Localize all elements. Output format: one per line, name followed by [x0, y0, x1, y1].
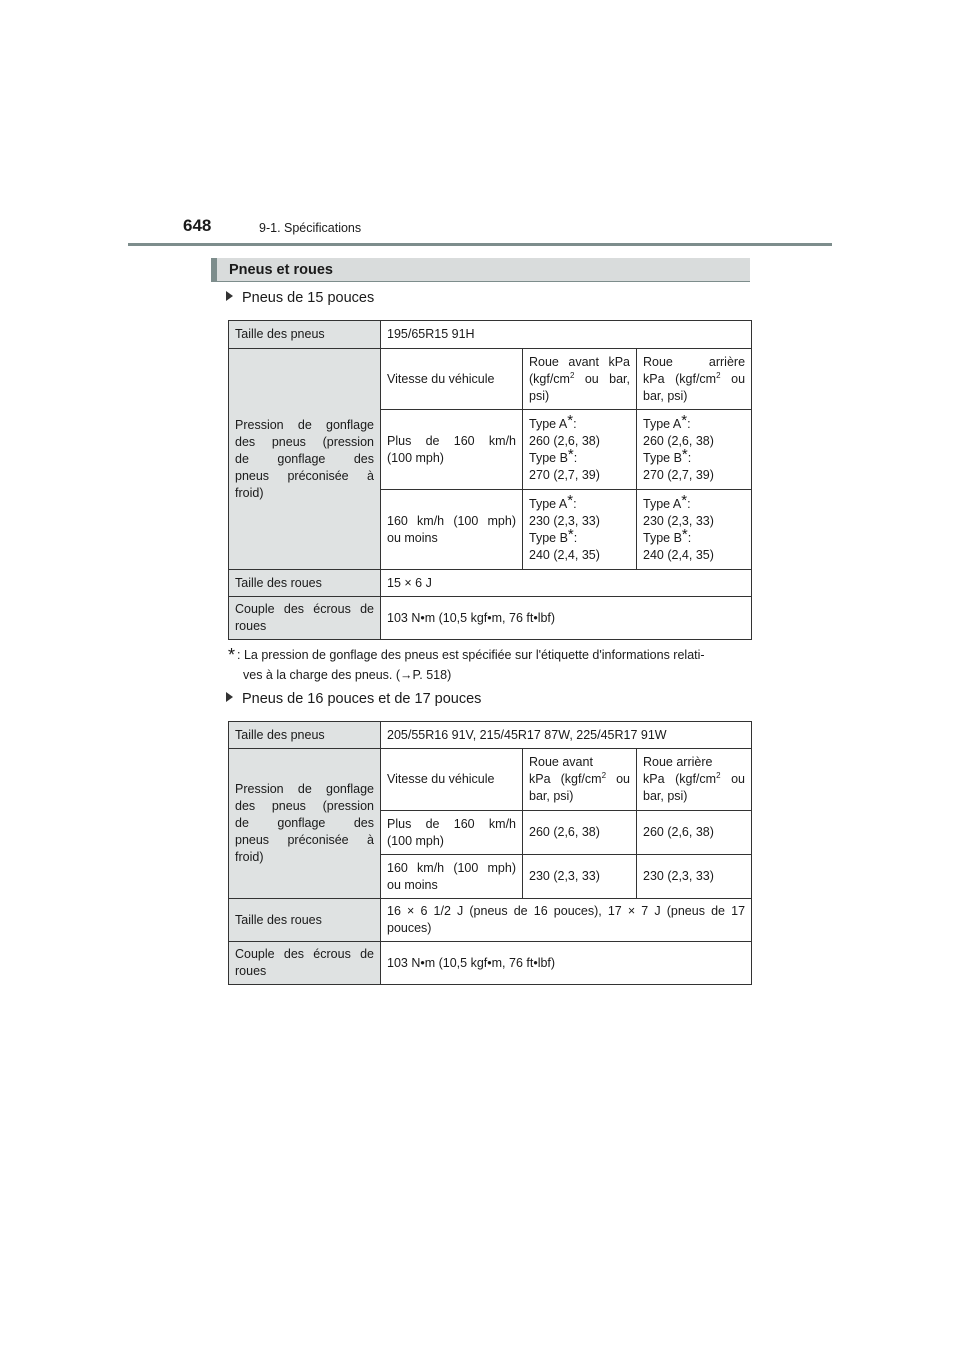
pressure-label [229, 349, 381, 570]
wheel-size-value [381, 899, 752, 942]
wheel-size-value: 15 × 6 J [381, 570, 752, 597]
triangle-bullet-icon [226, 291, 233, 301]
speed-line: Plus de 160 km/h [387, 433, 516, 448]
nut-torque-label [229, 942, 381, 985]
col-header-rear [637, 749, 752, 811]
asterisk: * [567, 445, 574, 463]
section-title-bar [211, 258, 750, 282]
pressure-label-line: Pression de gonflage [235, 782, 374, 796]
section-title: Pneus et roues [229, 262, 333, 278]
col-header-rear [637, 349, 752, 410]
table-row [229, 349, 752, 410]
rear-pressure-160-or-less [637, 490, 752, 570]
speed-line: (100 mph) [387, 833, 444, 848]
rear-pressure-over-160: 260 (2,6, 38) [637, 811, 752, 855]
header-rule [128, 243, 832, 246]
superscript-2: 2 [716, 771, 721, 780]
unit-text: (kgf/cm [529, 371, 570, 386]
colon: : [573, 496, 577, 511]
asterisk: * [567, 491, 574, 509]
pressure-label [229, 749, 381, 899]
type-b-value: 240 (2,4, 35) [643, 547, 714, 562]
unit-text: kPa (kgf/cm [643, 371, 717, 386]
nut-torque-label-line: roues [235, 619, 267, 633]
col-header-front [523, 349, 637, 410]
pressure-label-line: pneus préconisée à [235, 468, 374, 483]
footnote-line: ves à la charge des pneus. (→P. 518) [243, 668, 452, 682]
pressure-label-line: des pneus (pression [235, 799, 374, 813]
unit-text: kPa (kgf/cm [529, 772, 602, 786]
type-a-label: Type A [643, 496, 682, 511]
nut-torque-label-line: roues [235, 964, 267, 978]
type-a-value: 260 (2,6, 38) [643, 433, 714, 448]
speed-line: (100 mph) [387, 450, 444, 465]
asterisk: * [681, 491, 688, 509]
wheel-size-line: pouces) [387, 921, 432, 935]
col-header-line: bar, psi) [529, 789, 574, 803]
pressure-label-line: de gonflage des [235, 451, 374, 466]
tire-size-value: 195/65R15 91H [381, 321, 752, 349]
type-b-label: Type B [529, 530, 568, 545]
subheading-16-17-inch [226, 691, 481, 707]
pressure-label-line: des pneus (pression [235, 434, 374, 449]
colon: : [687, 530, 692, 545]
pressure-label-line: de gonflage des [235, 816, 374, 830]
table-row [229, 749, 752, 811]
unit-text: ou bar, [574, 371, 630, 386]
front-pressure-over-160: 260 (2,6, 38) [523, 811, 637, 855]
pressure-label-line: Pression de gonflage [235, 417, 374, 432]
nut-torque-label-line: Couple des écrous de [235, 602, 374, 616]
tire-size-label: Taille des pneus [229, 722, 381, 749]
front-pressure-160-or-less: 230 (2,3, 33) [523, 855, 637, 899]
front-pressure-160-or-less [523, 490, 637, 570]
colon: : [573, 530, 578, 545]
type-b-value: 240 (2,4, 35) [529, 547, 600, 562]
col-header-speed: Vitesse du véhicule [381, 749, 523, 811]
type-a-value: 260 (2,6, 38) [529, 433, 600, 448]
colon: : [687, 496, 691, 511]
section-header: 9-1. Spécifications [259, 221, 362, 235]
page-number: 648 [183, 216, 212, 235]
speed-line: 160 km/h (100 mph) [387, 513, 516, 528]
speed-over-160 [381, 811, 523, 855]
unit-text: kPa (kgf/cm [643, 772, 717, 786]
footnote-line: : La pression de gonflage des pneus est spécifiée sur l'étiquette d'informations relati- [237, 648, 705, 662]
type-b-label: Type B [643, 450, 682, 465]
table-row [229, 597, 752, 640]
tire-size-label: Taille des pneus [229, 321, 381, 349]
col-header-line [643, 371, 745, 388]
subheading-text: Pneus de 15 pouces [242, 290, 375, 306]
triangle-bullet-icon [226, 692, 233, 702]
pressure-label-line: froid) [235, 850, 264, 864]
col-header-line: Roue avant kPa [529, 354, 630, 369]
col-header-line: Roue arrière [643, 755, 713, 769]
col-header-line: psi) [529, 388, 550, 403]
footnote-asterisk: * [228, 645, 236, 665]
speed-160-or-less [381, 490, 523, 570]
colon: : [573, 450, 578, 465]
subheading-15-inch [226, 290, 374, 306]
col-header-line: Roue avant [529, 755, 593, 769]
col-header-front [523, 749, 637, 811]
table-row [229, 570, 752, 597]
rear-pressure-over-160 [637, 410, 752, 490]
asterisk: * [567, 525, 574, 543]
colon: : [573, 416, 577, 431]
asterisk: * [681, 411, 688, 429]
colon: : [687, 416, 691, 431]
nut-torque-value: 103 N•m (10,5 kgf•m, 76 ft•lbf) [381, 942, 752, 985]
wheel-size-line: 16 × 6 1/2 J (pneus de 16 pouces), 17 × 7 J (pneus de 17 [387, 904, 746, 918]
col-header-line: bar, psi) [643, 789, 688, 803]
unit-text: ou [606, 772, 630, 786]
pressure-label-line: pneus préconisée à [235, 833, 374, 847]
asterisk: * [681, 445, 688, 463]
type-a-label: Type A [529, 496, 568, 511]
type-a-label: Type A [643, 416, 682, 431]
nut-torque-label [229, 597, 381, 640]
nut-torque-value: 103 N•m (10,5 kgf•m, 76 ft•lbf) [381, 597, 752, 640]
subheading-text: Pneus de 16 pouces et de 17 pouces [242, 691, 482, 707]
col-header-line [529, 771, 630, 788]
type-b-label: Type B [529, 450, 568, 465]
tire-size-value: 205/55R16 91V, 215/45R17 87W, 225/45R17 91W [381, 722, 752, 749]
table-row [229, 899, 752, 942]
type-a-label: Type A [529, 416, 568, 431]
type-a-value: 230 (2,3, 33) [529, 513, 600, 528]
colon: : [687, 450, 692, 465]
asterisk: * [681, 525, 688, 543]
col-header-line [643, 771, 745, 788]
spec-table-16-17-inch [228, 721, 752, 985]
asterisk: * [567, 411, 574, 429]
rear-pressure-160-or-less: 230 (2,3, 33) [637, 855, 752, 899]
footnote [228, 645, 758, 685]
front-pressure-over-160 [523, 410, 637, 490]
speed-line: 160 km/h (100 mph) [387, 860, 516, 875]
superscript-2: 2 [569, 370, 575, 380]
type-b-label: Type B [643, 530, 682, 545]
superscript-2: 2 [716, 370, 721, 380]
unit-text: ou [720, 371, 746, 386]
nut-torque-label-line: Couple des écrous de [235, 947, 374, 961]
type-a-value: 230 (2,3, 33) [643, 513, 714, 528]
table-row [229, 722, 752, 749]
speed-line: Plus de 160 km/h [387, 816, 516, 831]
col-header-line: bar, psi) [643, 388, 688, 403]
unit-text: ou [720, 772, 745, 786]
type-b-value: 270 (2,7, 39) [529, 467, 600, 482]
type-b-value: 270 (2,7, 39) [643, 467, 714, 482]
speed-line: ou moins [387, 530, 438, 545]
col-header-line [529, 371, 630, 388]
wheel-size-label: Taille des roues [229, 570, 381, 597]
table-row [229, 321, 752, 349]
speed-160-or-less [381, 855, 523, 899]
pressure-label-line: froid) [235, 485, 264, 500]
wheel-size-label: Taille des roues [229, 899, 381, 942]
superscript-2: 2 [601, 771, 607, 780]
speed-over-160 [381, 410, 523, 490]
col-header-speed: Vitesse du véhicule [381, 349, 523, 410]
col-header-line: Roue arrière [643, 354, 746, 369]
table-row [229, 942, 752, 985]
speed-line: ou moins [387, 877, 438, 892]
spec-table-15-inch [228, 320, 752, 640]
